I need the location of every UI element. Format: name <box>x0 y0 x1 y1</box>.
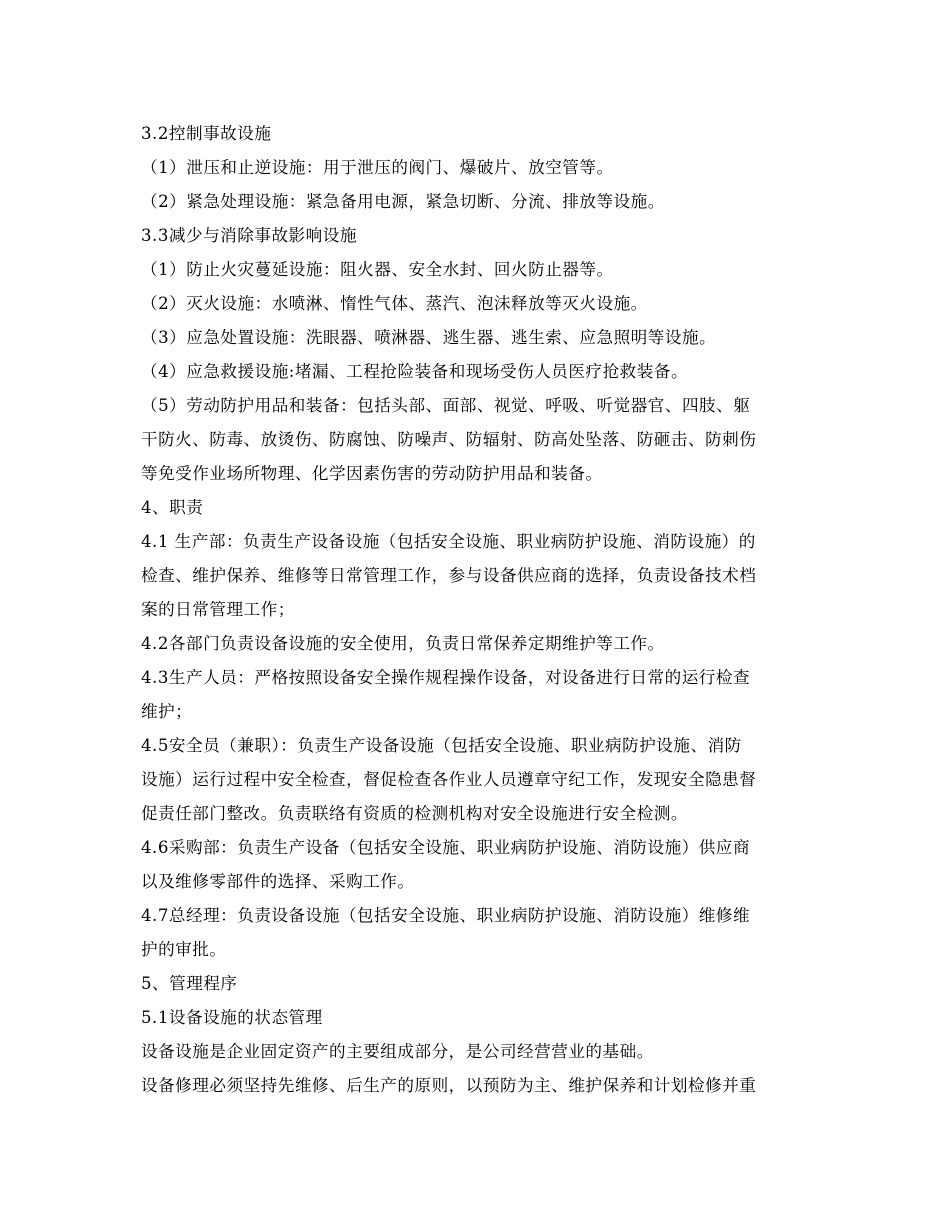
paragraph-line: （3）应急处置设施：洗眼器、喷淋器、逃生器、逃生索、应急照明等设施。 <box>141 328 717 347</box>
paragraph-line: 4.6采购部：负责生产设备（包括安全设施、职业病防护设施、消防设施）供应商 <box>141 838 751 857</box>
heading-5: 5、管理程序 <box>141 974 238 993</box>
heading-3-3: 3.3减少与消除事故影响设施 <box>141 226 357 245</box>
paragraph-line: （1）防止火灾蔓延设施：阻火器、安全水封、回火防止器等。 <box>141 260 614 279</box>
paragraph-line: （2）紧急处理设施：紧急备用电源，紧急切断、分流、排放等设施。 <box>141 192 665 211</box>
paragraph-line: 设施）运行过程中安全检查，督促检查各作业人员遵章守纪工作，发现安全隐患督 <box>141 770 757 789</box>
paragraph-line: （1）泄压和止逆设施：用于泄压的阀门、爆破片、放空管等。 <box>141 158 614 177</box>
paragraph-line: 等免受作业场所物理、化学因素伤害的劳动防护用品和装备。 <box>141 464 603 483</box>
paragraph-line: 促责任部门整改。负责联络有资质的检测机构对安全设施进行安全检测。 <box>141 804 688 823</box>
paragraph-line: （4）应急救援设施:堵漏、工程抢险装备和现场受伤人员医疗抢救装备。 <box>141 362 689 381</box>
paragraph-line: 护的审批。 <box>141 940 227 959</box>
paragraph-line: 4.7总经理：负责设备设施（包括安全设施、职业病防护设施、消防设施）维修维 <box>141 906 751 925</box>
paragraph-line: 干防火、防毒、放烫伤、防腐蚀、防噪声、防辐射、防高处坠落、防砸击、防刺伤 <box>141 430 757 449</box>
paragraph-line: （5）劳动防护用品和装备：包括头部、面部、视觉、呼吸、听觉器官、四肢、躯 <box>141 396 751 415</box>
paragraph-line: 检查、维护保养、维修等日常管理工作，参与设备供应商的选择，负责设备技术档 <box>141 566 757 585</box>
document-page <box>141 117 816 1103</box>
paragraph-line: 4.1 生产部：负责生产设备设施（包括安全设施、职业病防护设施、消防设施）的 <box>141 532 756 551</box>
paragraph-line: 案的日常管理工作； <box>141 600 295 619</box>
paragraph-line: 以及维修零部件的选择、采购工作。 <box>141 872 415 891</box>
paragraph-line: 4.2各部门负责设备设施的安全使用，负责日常保养定期维护等工作。 <box>141 634 665 653</box>
paragraph-line: （2）灭火设施：水喷淋、惰性气体、蒸汽、泡沫释放等灭火设施。 <box>141 294 648 313</box>
heading-4: 4、职责 <box>141 498 204 517</box>
heading-5-1: 5.1设备设施的状态管理 <box>141 1008 323 1027</box>
paragraph-line: 设备修理必须坚持先维修、后生产的原则，以预防为主、维护保养和计划检修并重 <box>141 1076 757 1095</box>
paragraph-line: 维护； <box>141 702 193 721</box>
paragraph-line: 设备设施是企业固定资产的主要组成部分，是公司经营营业的基础。 <box>141 1042 654 1061</box>
heading-3-2: 3.2控制事故设施 <box>141 124 272 143</box>
paragraph-line: 4.3生产人员：严格按照设备安全操作规程操作设备，对设备进行日常的运行检查 <box>141 668 751 687</box>
paragraph-line: 4.5安全员（兼职）：负责生产设备设施（包括安全设施、职业病防护设施、消防 <box>141 736 742 755</box>
